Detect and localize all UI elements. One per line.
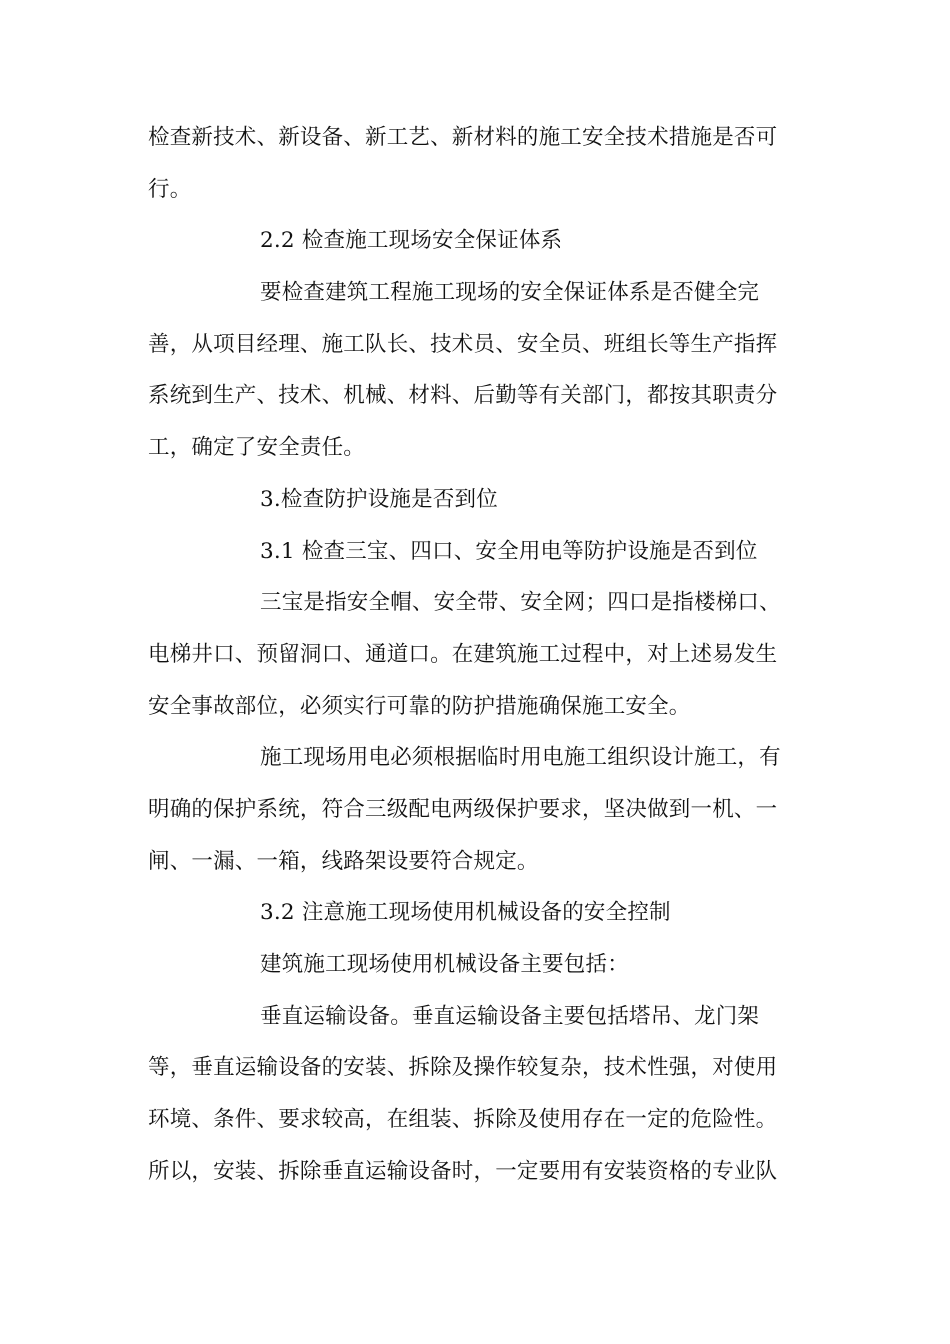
document-body [148, 115, 798, 1200]
body-line: 电梯井口、预留洞口、通道口。在建筑施工过程中，对上述易发生 [148, 641, 778, 667]
body-line: 明确的保护系统，符合三级配电两级保护要求，坚决做到一机、一 [148, 796, 778, 822]
body-line: 检查新技术、新设备、新工艺、新材料的施工安全技术措施是否可 [148, 125, 778, 150]
body-line: 善，从项目经理、施工队长、技术员、安全员、班组长等生产指挥 [148, 331, 778, 357]
body-line: 行。 [148, 176, 192, 202]
section-heading: 2.2 检查施工现场安全保证体系 [260, 228, 563, 254]
body-line: 闸、一漏、一箱，线路架设要符合规定。 [148, 848, 539, 874]
body-line: 施工现场用电必须根据临时用电施工组织设计施工，有 [260, 745, 781, 771]
body-line: 建筑施工现场使用机械设备主要包括： [260, 952, 629, 977]
body-line: 所以，安装、拆除垂直运输设备时，一定要用有安装资格的专业队 [148, 1158, 778, 1184]
body-line: 三宝是指安全帽、安全带、安全网；四口是指楼梯口、 [260, 590, 781, 616]
body-line: 系统到生产、技术、机械、材料、后勤等有关部门，都按其职责分 [148, 383, 778, 409]
body-line: 要检查建筑工程施工现场的安全保证体系是否健全完 [260, 280, 760, 306]
body-line: 等，垂直运输设备的安装、拆除及操作较复杂，技术性强，对使用 [148, 1055, 778, 1081]
section-heading: 3.1 检查三宝、四口、安全用电等防护设施是否到位 [260, 538, 758, 564]
section-heading: 3.2 注意施工现场使用机械设备的安全控制 [260, 900, 671, 926]
body-line: 工，确定了安全责任。 [148, 435, 366, 461]
body-line: 环境、条件、要求较高，在组装、拆除及使用存在一定的危险性。 [148, 1107, 778, 1133]
body-line: 安全事故部位，必须实行可靠的防护措施确保施工安全。 [148, 693, 691, 719]
section-heading: 3.检查防护设施是否到位 [260, 486, 498, 512]
body-line: 垂直运输设备。垂直运输设备主要包括塔吊、龙门架 [260, 1003, 760, 1029]
